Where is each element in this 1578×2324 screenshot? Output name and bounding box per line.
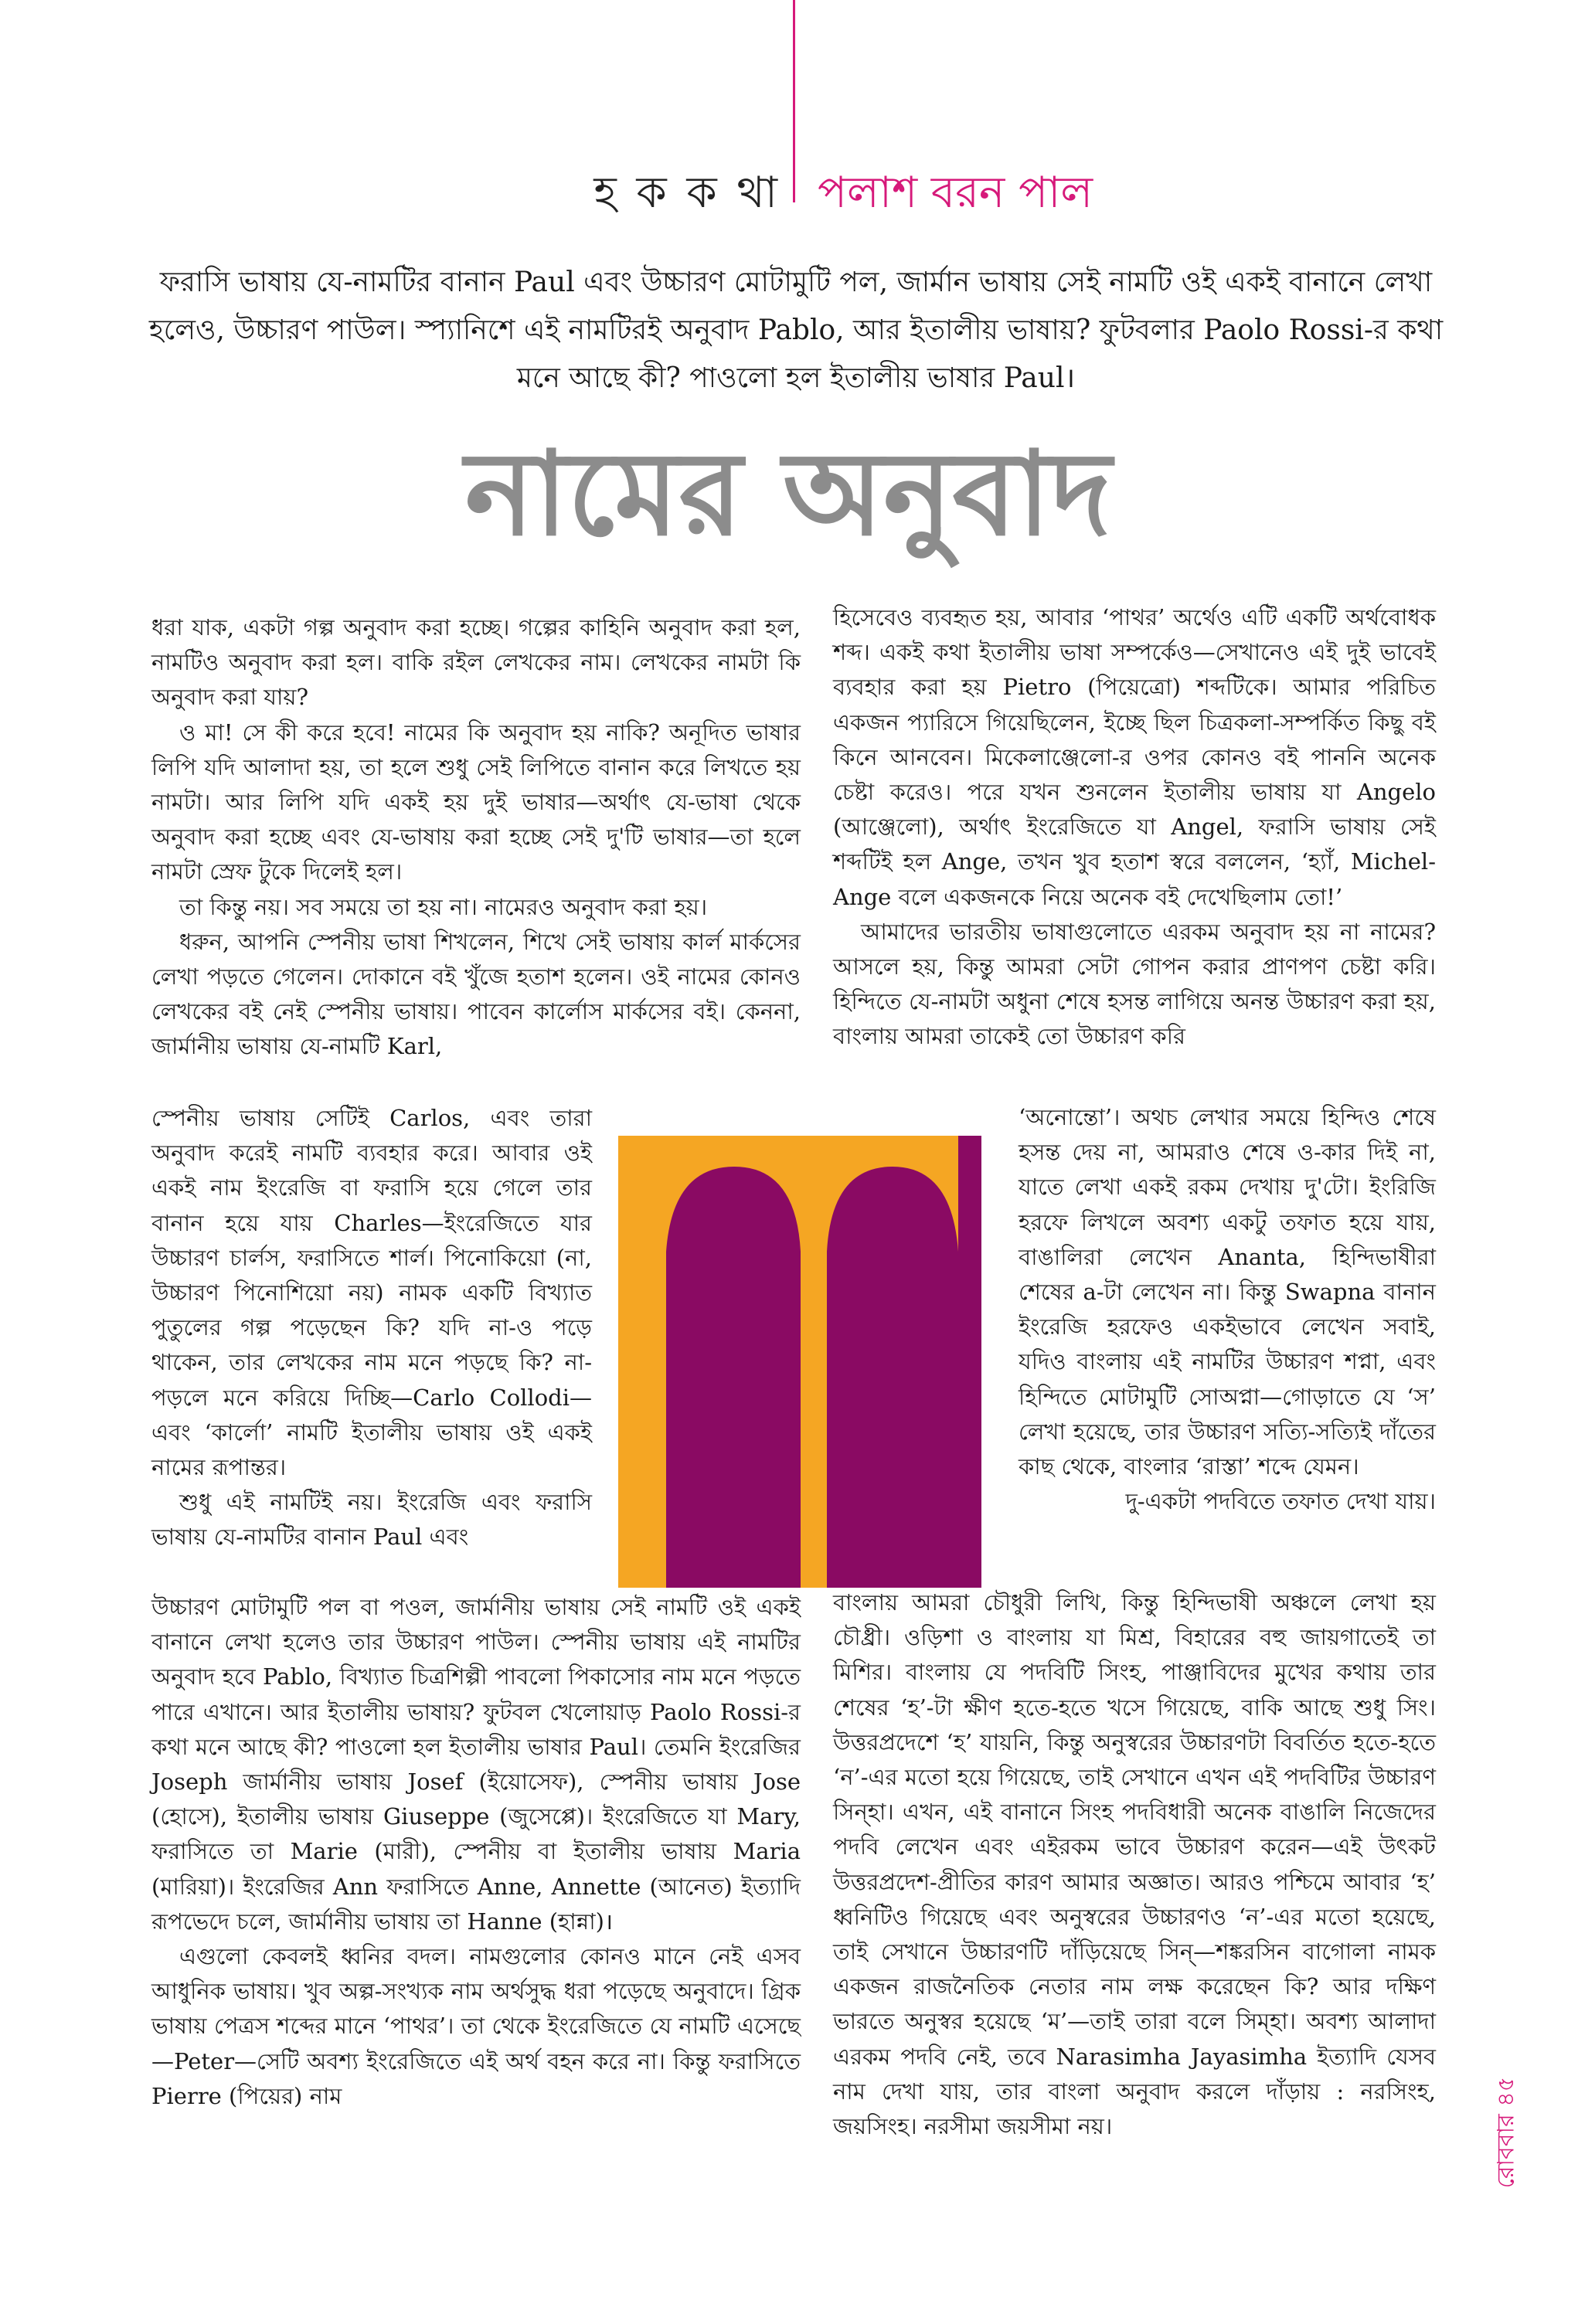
drop-cap-letter (618, 1136, 981, 1588)
drop-cap-illustration (618, 1136, 981, 1588)
body-paragraph: ও মা! সে কী করে হবে! নামের কি অনুবাদ হয় নাকি? অনূদিত ভাষার লিপি যদি আলাদা হয়, তা হলে শুধু সেই লিপিতে বানান করে লিখতে হয় নামটা। আর লিপি যদি একই হয় দুই ভাষার—অর্থাৎ যে-ভাষা থেকে অনুবাদ করা হচ্ছে এবং যে-ভাষায় করা হচ্ছে সেই দু'টি ভাষার—তা হলে নামটা স্রেফ টুকে দিলেই হল। (151, 719, 801, 885)
header-divider-line (793, 0, 795, 202)
body-paragraph: ‘অনোন্তো’। অথচ লেখার সময়ে হিন্দিও শেষে হসন্ত দেয় না, আমরাও শেষে ও-কার দিই না, যাতে লেখা একই রকম দেখায় দু'টো। ইংরিজি হরফে লিখলে অবশ্য একটু তফাত হয়ে যায়, বাঙালিরা লেখেন Ananta, হিন্দিভাষীরা শেষের a-টা লেখেন না। কিন্তু Swapna বানান ইংরেজি হরফেও একইভাবে লেখেন সবাই, যদিও বাংলায় এই নামটির উচ্চারণ শপ্না, এবং হিন্দিতে মোটামুটি সোঅপ্না—গোড়াতে যে ‘স’ লেখা হয়েছে, তার উচ্চারণ সত্যি-সত্যিই দাঁতের কাছ থেকে, বাংলার ‘রাস্তা’ শব্দে যেমন। (1019, 1104, 1436, 1480)
body-paragraph: দু-একটা পদবিতে তফাত দেখা যায়। (1125, 1488, 1436, 1515)
column-2-wrap (1019, 1100, 1436, 1519)
body-paragraph: বাংলায় আমরা চৌধুরী লিখি, কিন্তু হিন্দিভাষী অঞ্চলে লেখা হয় চৌধ্রী। ওড়িশা ও বাংলায় যা মিশ্র, বিহারের বহু জায়গাতেই তা মিশির। বাংলায় যে পদবিটি সিংহ, পাঞ্জাবিদের মুখের কথায় তার শেষের ‘হ’-টা ক্ষীণ হতে-হতে খসে গিয়েছে, বাকি আছে শুধু সিং। উত্তরপ্রদেশে ‘হ’ যায়নি, কিন্তু অনুস্বরের উচ্চারণটা বিবর্তিত হতে-হতে ‘ন’-এর মতো হয়ে গিয়েছে, তাই সেখানে এখন এই পদবিটির উচ্চারণ সিন্হা। এখন, এই বানানে সিংহ পদবিধারী অনেক বাঙালি নিজেদের পদবি লেখেন এবং এইরকম ভাবে উচ্চারণ করেন—এই উৎকট উত্তরপ্রদেশ-প্রীতির কারণ আমার অজ্ঞাত। আরও পশ্চিমে আবার ‘হ’ ধ্বনিটিও গিয়েছে এবং অনুস্বরের উচ্চারণও ‘ন’-এর মতো হয়েছে, তাই সেখানে উচ্চারণটি দাঁড়িয়েছে সিন্—শঙ্করসিন বাগোলা নামক একজন রাজনৈতিক নেতার নাম লক্ষ করেছেন কি? আর দক্ষিণ ভারতে অনুস্বর হয়েছে ‘ম’—তাই তারা বলে সিম্হা। অবশ্য আলাদা এরকম পদবি নেই, তবে Narasimha Jayasimha ইত্যাদি যেসব নাম দেখা যায়, তার বাংলা অনুবাদ করলে দাঁড়ায় : নরসিংহ, জয়সিংহ। নরসীমা জয়সীমা নয়। (833, 1589, 1436, 2140)
body-paragraph: আমাদের ভারতীয় ভাষাগুলোতে এরকম অনুবাদ হয় না নামের? আসলে হয়, কিন্তু আমরা সেটা গোপন করার প্রাণপণ চেষ্টা করি। হিন্দিতে যে-নামটা অধুনা শেষে হসন্ত লাগিয়ে অনন্ত উচ্চারণ করা হয়, বাংলায় আমরা তাকেই তো উচ্চারণ করি (833, 918, 1436, 1050)
column-2-bottom (833, 1585, 1436, 2144)
folio-text: রোববার ৪৫ (1492, 2076, 1520, 2189)
body-paragraph: উচ্চারণ মোটামুটি পল বা পওল, জার্মানীয় ভাষায় সেই নামটি ওই একই বানানে লেখা হলেও তার উচ্চারণ পাউল। স্পেনীয় ভাষায় এই নামটির অনুবাদ হবে Pablo, বিখ্যাত চিত্রশিল্পী পাবলো পিকাসোর নাম মনে পড়তে পারে এখানে। আর ইতালীয় ভাষায়? ফুটবল খেলোয়াড় Paolo Rossi-র কথা মনে আছে কী? পাওলো হল ইতালীয় ভাষার Paul। তেমনি ইংরেজির Joseph জার্মানীয় ভাষায় Josef (ইয়োসেফ), স্পেনীয় ভাষায় Jose (হোসে), ইতালীয় ভাষায় Giuseppe (জুসেপ্পে)। ইংরেজিতে যা Mary, ফরাসিতে তা Marie (মারী), স্পেনীয় বা ইতালীয় ভাষায় Maria (মারিয়া)। ইংরেজির Ann ফরাসিতে Anne, Annette (আনেত) ইত্যাদি রূপভেদে চলে, জার্মানীয় ভাষায় তা Hanne (হান্না)। (151, 1594, 801, 1935)
body-paragraph: হিসেবেও ব্যবহৃত হয়, আবার ‘পাথর’ অর্থেও এটি একটি অর্থবোধক শব্দ। একই কথা ইতালীয় ভাষা সম্পর্কেও—সেখানেও এই দুই ভাবেই ব্যবহার করা হয় Pietro (পিয়েত্রো) শব্দটিকে। আমার পরিচিত একজন প্যারিসে গিয়েছিলেন, ইচ্ছে ছিল চিত্রকলা-সম্পর্কিত কিছু বই কিনে আনবেন। মিকেলাঞ্জেলো-র ওপর কোনও বই পাননি অনেক চেষ্টা করেও। পরে যখন শুনলেন ইতালীয় ভাষায় যা Angelo (আঞ্জেলো), অর্থাৎ ইংরেজিতে যা Angel, ফরাসি ভাষায় সেই শব্দটিই হল Ange, তখন খুব হতাশ স্বরে বললেন, ‘হ্যাঁ, Michel-Ange বলে একজনকে নিয়ে অনেক বই দেখেছিলাম তো!’ (833, 604, 1436, 910)
author-name: পলাশ বরন পাল (818, 168, 1093, 218)
column-1-top (151, 610, 801, 1065)
body-paragraph: ধরুন, আপনি স্পেনীয় ভাষা শিখলেন, শিখে সেই ভাষায় কার্ল মার্কসের লেখা পড়তে গেলেন। দোকানে বই খুঁজে হতাশ হলেন। ওই নামের কোনও লেখকের বই নেই স্পেনীয় ভাষায়। পাবেন কার্লোস মার্কসের বই। কেননা, জার্মানীয় ভাষায় যে-নামটি Karl, (151, 928, 801, 1060)
column-1-bottom (151, 1590, 801, 2114)
body-paragraph: ধরা যাক, একটা গল্প অনুবাদ করা হচ্ছে। গল্পের কাহিনি অনুবাদ করা হল, নামটিও অনুবাদ করা হল। বাকি রইল লেখকের নাম। লেখকের নামটা কি অনুবাদ করা যায়? (151, 614, 801, 711)
body-paragraph: স্পেনীয় ভাষায় সেটিই Carlos, এবং তারা অনুবাদ করেই নামটি ব্যবহার করে। আবার ওই একই নাম ইংরেজি বা ফরাসি হয়ে গেলে তার বানান হয়ে যায় Charles—ইংরেজিতে যার উচ্চারণ চার্লস, ফরাসিতে শার্ল। পিনোকিয়ো (না, উচ্চারণ পিনোশিয়ো নয়) নামক একটি বিখ্যাত পুতুলের গল্প পড়েছেন কি? যদি না-ও পড়ে থাকেন, তার লেখকের নাম মনে পড়ছে কি? না-পড়লে মনে করিয়ে দিচ্ছি—Carlo Collodi—এবং ‘কার্লো’ নামটি ইতালীয় ভাষায় ওই একই নামের রূপান্তর। (151, 1105, 592, 1481)
column-2-top (833, 600, 1436, 1055)
column-1-wrap (151, 1101, 592, 1555)
page-folio (1491, 2032, 1522, 2233)
standfirst: ফরাসি ভাষায় যে-নামটির বানান Paul এবং উচ্চারণ মোটামুটি পল, জার্মান ভাষায় সেই নামটি ওই একই বানানে লেখা হলেও, উচ্চারণ পাউল। স্প্যানিশে এই নামটিরই অনুবাদ Pablo, আর ইতালীয় ভাষায়? ফুটবলার Paolo Rossi-র কথা মনে আছে কী? পাওলো হল ইতালীয় ভাষার Paul। (148, 267, 1444, 394)
body-paragraph: এগুলো কেবলই ধ্বনির বদল। নামগুলোর কোনও মানে নেই এসব আধুনিক ভাষায়। খুব অল্প-সংখ্যক নাম অর্থসুদ্ধ ধরা পড়েছে অনুবাদে। গ্রিক ভাষায় পেত্রস শব্দের মানে ‘পাথর’। তা থেকে ইংরেজিতে যে নামটি এসেছে—Peter—সেটি অবশ্য ইংরেজিতে এই অর্থ বহন করে না। কিন্তু ফরাসিতে Pierre (পিয়ের) নাম (151, 1943, 801, 2109)
body-paragraph: তা কিন্তু নয়। সব সময়ে তা হয় না। নামেরও অনুবাদ করা হয়। (179, 893, 708, 920)
column-kicker: হ ক ক থা (593, 168, 780, 218)
body-paragraph: শুধু এই নামটিই নয়। ইংরেজি এবং ফরাসি ভাষায় যে-নামটির বানান Paul এবং (151, 1489, 592, 1551)
headline: নামের অনুবাদ (464, 427, 1112, 562)
